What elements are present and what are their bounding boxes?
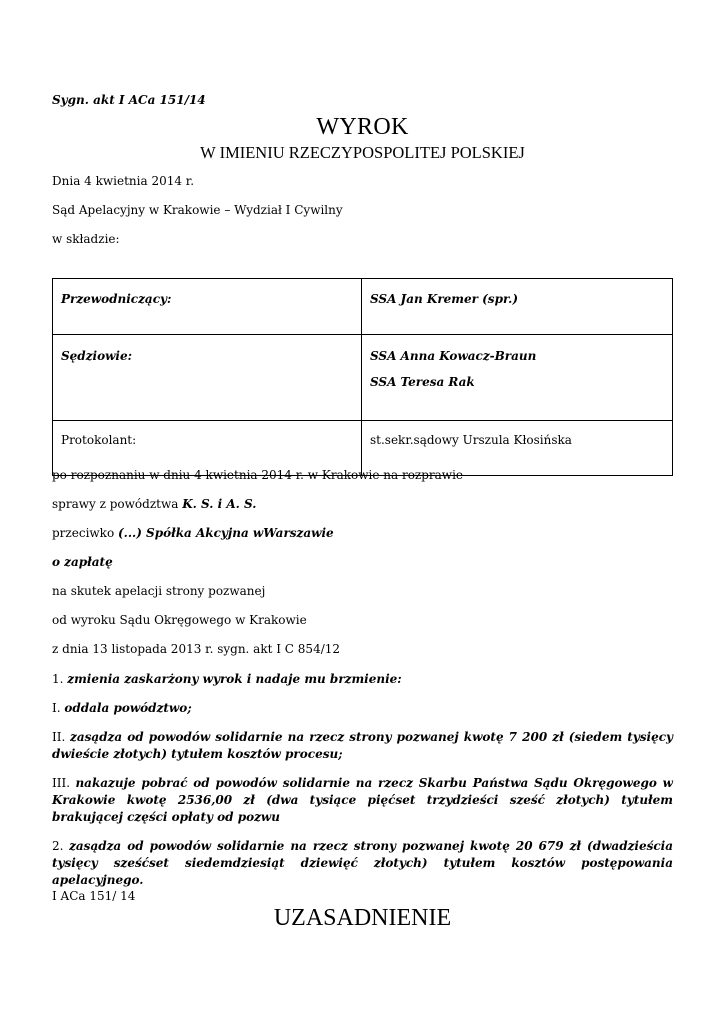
judges-label: Sędziowie: xyxy=(53,335,362,421)
case-lower-court-line: od wyroku Sądu Okręgowego w Krakowie xyxy=(52,613,307,627)
judges-names xyxy=(362,335,673,421)
ruling-point-1: 1. zmienia zaskarżony wyrok i nadaje mu brzmienie: xyxy=(52,672,402,686)
presiding-label: Przewodniczący: xyxy=(53,279,362,335)
case-defendant-line: przeciwko (...) Spółka Akcyjna wWarszawie xyxy=(52,526,334,540)
ruling-point-2: 2. zasądza od powodów solidarnie na rzecz strony pozwanej kwotę 20 679 zł (dwadzieścia tysięcy sześćset siedemdziesiąt dziewięć złotych) tytułem kosztów postępowania apelacyjnego. xyxy=(52,839,674,887)
case-lower-court-date: z dnia 13 listopada 2013 r. sygn. akt I C 854/12 xyxy=(52,642,341,656)
table-row xyxy=(53,335,673,421)
clerk-name: st.sekr.sądowy Urszula Kłosińska xyxy=(362,421,673,476)
case-appeal-line: na skutek apelacji strony pozwanej xyxy=(52,584,266,598)
ruling-date: Dnia 4 kwietnia 2014 r. xyxy=(52,174,195,188)
defendant: (...) Spółka Akcyjna wWarszawie xyxy=(117,526,334,540)
judge-name: SSA Anna Kowacz-Braun xyxy=(370,349,537,363)
ruling-point-I: I. oddala powództwo; xyxy=(52,701,192,715)
case-plaintiffs-line: sprawy z powództwa K. S. i A. S. xyxy=(52,497,257,511)
court-name: Sąd Apelacyjny w Krakowie – Wydział I Cywilny xyxy=(52,203,343,217)
judge-name: SSA Teresa Rak xyxy=(370,375,475,389)
document-subtitle: W IMIENIU RZECZYPOSPOLITEJ POLSKIEJ xyxy=(200,143,525,162)
composition-label: w składzie: xyxy=(52,232,120,246)
presiding-name: SSA Jan Kremer (spr.) xyxy=(362,279,673,335)
justification-title: UZASADNIENIE xyxy=(273,905,452,931)
case-signature: Sygn. akt I ACa 151/14 xyxy=(52,93,206,107)
table-row xyxy=(53,279,673,335)
case-hearing-line: po rozpoznaniu w dniu 4 kwietnia 2014 r. w Krakowie na rozprawie xyxy=(52,468,464,482)
clerk-label: Protokolant: xyxy=(53,421,362,476)
ruling-point-III: III. nakazuje pobrać od powodów solidarnie na rzecz Skarbu Państwa Sądu Okręgowego w Krakowie kwotę 2536,00 zł (dwa tysiące pięćset trzydzieści sześć złotych) tytułem brakującej części opłaty od pozwu xyxy=(52,776,673,824)
case-subject: o zapłatę xyxy=(52,555,113,569)
panel-table xyxy=(52,278,673,476)
ruling-point-II: II. zasądza od powodów solidarnie na rzecz strony pozwanej kwotę 7 200 zł (siedem tysięcy dwieście złotych) tytułem kosztów procesu; xyxy=(52,730,673,761)
plaintiffs: K. S. i A. S. xyxy=(182,497,257,511)
document-title: WYROK xyxy=(316,114,409,140)
reference-number: I ACa 151/ 14 xyxy=(52,889,136,903)
